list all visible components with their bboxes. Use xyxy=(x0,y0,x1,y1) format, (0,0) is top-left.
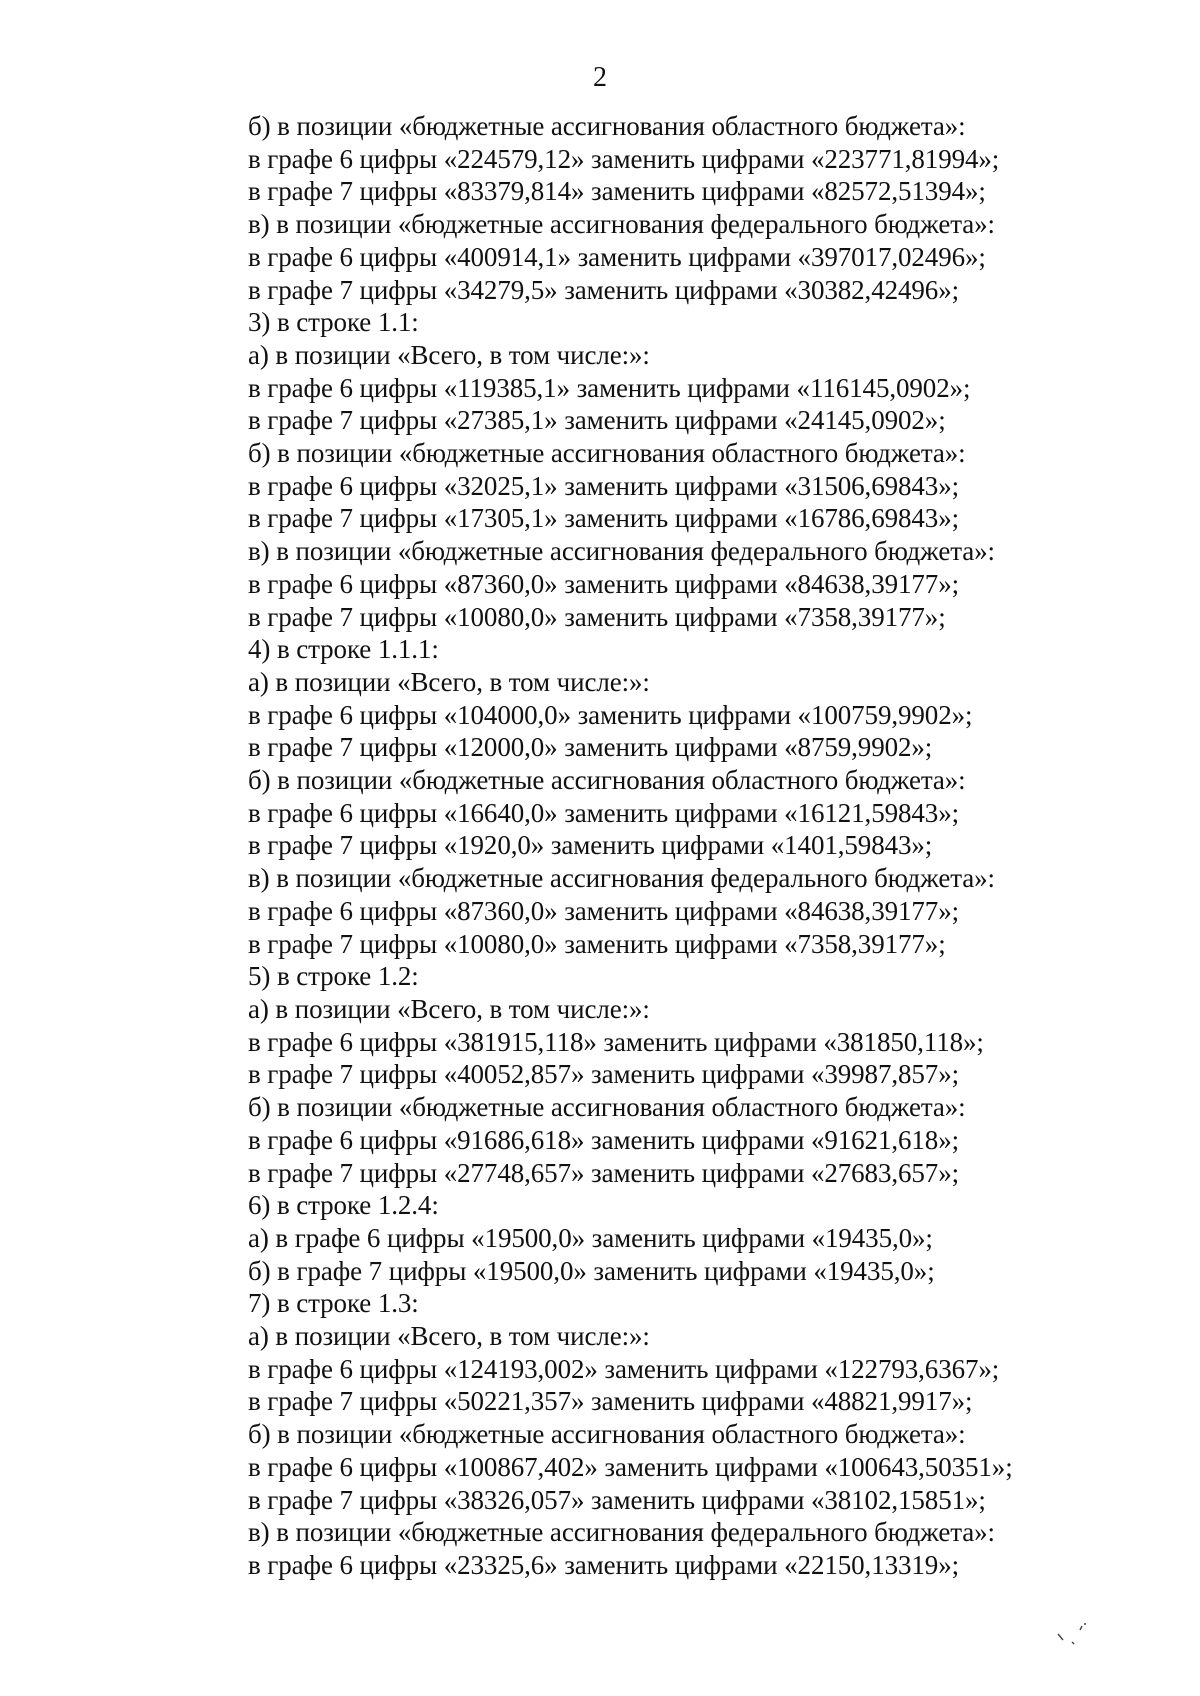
text-line: в графе 7 цифры «17305,1» заменить цифрами «16786,69843»; xyxy=(248,503,960,534)
text-line: 5) в строке 1.2: xyxy=(248,961,419,992)
text-line: б) в позиции «бюджетные ассигнования областного бюджета»: xyxy=(248,1092,966,1123)
text-line: б) в позиции «бюджетные ассигнования областного бюджета»: xyxy=(248,111,966,141)
text-line: в графе 7 цифры «34279,5» заменить цифрами «30382,42496»; xyxy=(248,274,960,305)
text-line: в графе 7 цифры «83379,814» заменить цифрами «82572,51394»; xyxy=(248,176,986,207)
text-line: в графе 6 цифры «32025,1» заменить цифрами «31506,69843»; xyxy=(248,470,960,501)
text-line: в графе 7 цифры «10080,0» заменить цифрами «7358,39177»; xyxy=(248,928,946,959)
page-number: 2 xyxy=(593,62,607,93)
text-line: а) в позиции «Всего, в том числе:»: xyxy=(248,666,650,697)
text-line: в графе 7 цифры «50221,357» заменить цифрами «48821,9917»; xyxy=(248,1386,973,1417)
text-line: в графе 7 цифры «10080,0» заменить цифрами «7358,39177»; xyxy=(248,601,946,632)
text-line: 4) в строке 1.1.1: xyxy=(248,634,439,665)
text-line: в) в позиции «бюджетные ассигнования федерального бюджета»: xyxy=(248,1517,995,1548)
text-line: а) в позиции «Всего, в том числе:»: xyxy=(248,993,650,1024)
text-line: а) в позиции «Всего, в том числе:»: xyxy=(248,1321,650,1352)
text-line: в графе 6 цифры «87360,0» заменить цифрами «84638,39177»; xyxy=(248,568,960,599)
text-line: б) в позиции «бюджетные ассигнования областного бюджета»: xyxy=(248,438,966,469)
text-line: б) в позиции «бюджетные ассигнования областного бюджета»: xyxy=(248,1419,966,1450)
text-line: в графе 7 цифры «27385,1» заменить цифрами «24145,0902»; xyxy=(248,405,946,436)
text-line: 7) в строке 1.3: xyxy=(248,1288,419,1319)
text-line: 3) в строке 1.1: xyxy=(248,307,419,338)
document-body xyxy=(248,110,1148,1582)
text-line: в графе 6 цифры «119385,1» заменить цифрами «116145,0902»; xyxy=(248,372,971,403)
text-line: в графе 6 цифры «400914,1» заменить цифрами «397017,02496»; xyxy=(248,241,986,272)
text-line: а) в позиции «Всего, в том числе:»: xyxy=(248,339,650,370)
text-line: в графе 7 цифры «38326,057» заменить цифрами «38102,15851»; xyxy=(248,1484,986,1515)
text-line: в графе 6 цифры «23325,6» заменить цифрами «22150,13319»; xyxy=(248,1549,960,1580)
text-line: в графе 7 цифры «27748,657» заменить цифрами «27683,657»; xyxy=(248,1157,960,1188)
text-line: в графе 7 цифры «1920,0» заменить цифрами «1401,59843»; xyxy=(248,830,933,861)
text-line: в графе 7 цифры «12000,0» заменить цифрами «8759,9902»; xyxy=(248,732,933,763)
text-line: в) в позиции «бюджетные ассигнования федерального бюджета»: xyxy=(248,209,995,240)
text-line: б) в позиции «бюджетные ассигнования областного бюджета»: xyxy=(248,765,966,796)
text-line: в графе 6 цифры «91686,618» заменить цифрами «91621,618»; xyxy=(248,1124,960,1155)
scan-mark-decoration xyxy=(1052,1622,1092,1652)
text-line: а) в графе 6 цифры «19500,0» заменить цифрами «19435,0»; xyxy=(248,1222,933,1253)
text-line: б) в графе 7 цифры «19500,0» заменить цифрами «19435,0»; xyxy=(248,1255,935,1286)
text-line: в графе 7 цифры «40052,857» заменить цифрами «39987,857»; xyxy=(248,1059,960,1090)
text-line: в графе 6 цифры «100867,402» заменить цифрами «100643,50351»; xyxy=(248,1451,1013,1482)
text-line: в графе 6 цифры «104000,0» заменить цифрами «100759,9902»; xyxy=(248,699,973,730)
text-line: в графе 6 цифры «224579,12» заменить цифрами «223771,81994»; xyxy=(248,143,1000,174)
text-line: в графе 6 цифры «124193,002» заменить цифрами «122793,6367»; xyxy=(248,1353,1000,1384)
text-line: в графе 6 цифры «87360,0» заменить цифрами «84638,39177»; xyxy=(248,895,960,926)
text-line: в графе 6 цифры «16640,0» заменить цифрами «16121,59843»; xyxy=(248,797,960,828)
text-line: 6) в строке 1.2.4: xyxy=(248,1190,439,1221)
text-line: в) в позиции «бюджетные ассигнования федерального бюджета»: xyxy=(248,536,995,567)
text-line: в) в позиции «бюджетные ассигнования федерального бюджета»: xyxy=(248,863,995,894)
text-line: в графе 6 цифры «381915,118» заменить цифрами «381850,118»; xyxy=(248,1026,984,1057)
